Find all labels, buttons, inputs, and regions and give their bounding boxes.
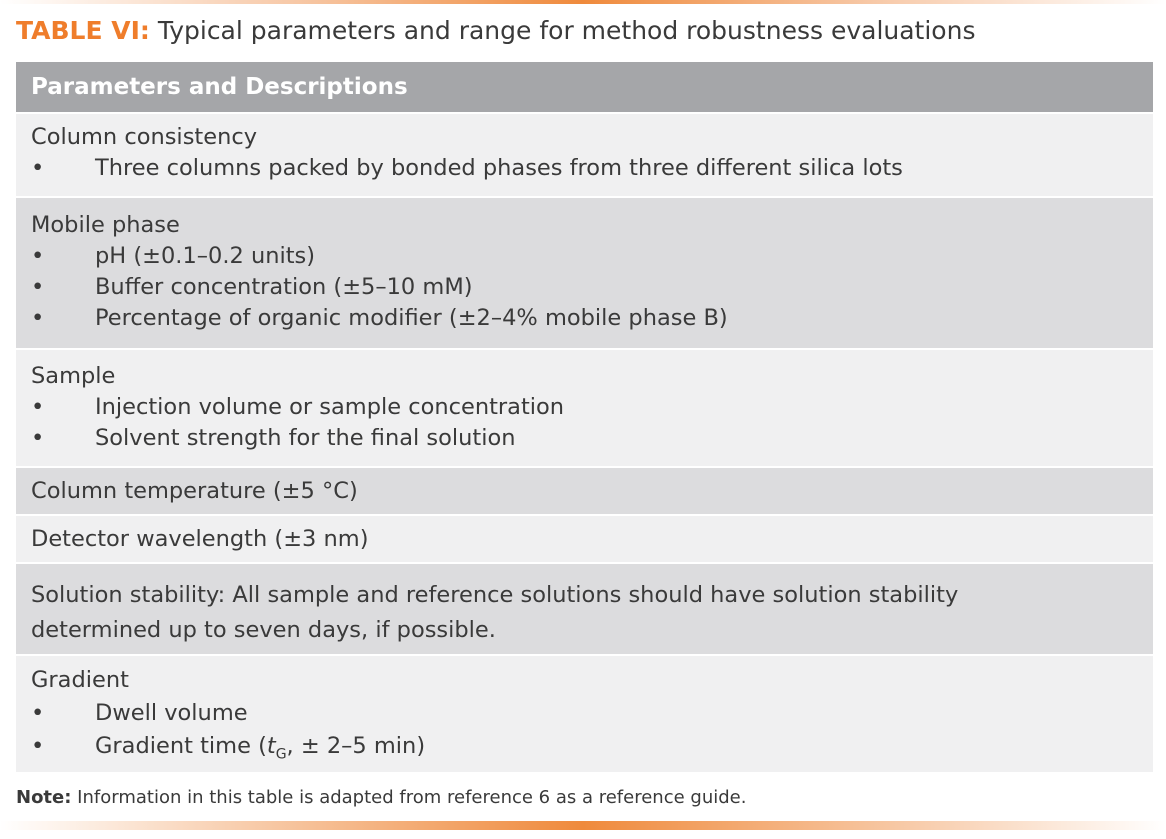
bullet-icon: • <box>31 394 45 420</box>
bullet-text-suffix: , ± 2–5 min) <box>286 733 426 759</box>
table-row-detector-wavelength <box>16 514 1153 562</box>
bullet-text: Percentage of organic modifier (±2–4% mobile phase B) <box>95 305 728 331</box>
table-row-solution-stability <box>16 562 1153 654</box>
bullet-text-prefix: Gradient time ( <box>95 733 267 759</box>
table-row-column-consistency <box>16 112 1153 196</box>
bullet-text: Buffer concentration (±5–10 mM) <box>95 274 473 300</box>
bullet-icon: • <box>31 425 45 451</box>
bullet-icon: • <box>31 243 45 269</box>
bullet-icon: • <box>31 733 45 759</box>
bullet-icon: • <box>31 305 45 331</box>
row-title: Column temperature (±5 °C) <box>31 478 358 504</box>
table-row-sample <box>16 348 1153 466</box>
bullet-icon: • <box>31 274 45 300</box>
bullet-text: Dwell volume <box>95 700 248 726</box>
note-text: Information in this table is adapted from reference 6 as a reference guide. <box>71 787 747 808</box>
bullet-icon: • <box>31 700 45 726</box>
table-row-mobile-phase <box>16 196 1153 348</box>
row-title: Mobile phase <box>31 212 180 238</box>
table-title-label: TABLE VI: <box>16 16 150 45</box>
list-item <box>31 241 1153 272</box>
table-note <box>16 785 1156 811</box>
note-label: Note: <box>16 787 72 808</box>
bullet-text: pH (±0.1–0.2 units) <box>95 243 316 269</box>
bullet-text: Injection volume or sample concentration <box>95 394 565 420</box>
list-item <box>31 423 1153 454</box>
table-title-text: Typical parameters and range for method robustness evaluations <box>157 16 976 45</box>
row-title: Column consistency <box>31 124 258 150</box>
table-header: Parameters and Descriptions <box>16 62 1153 112</box>
list-item <box>31 697 1153 730</box>
row-text-line-1: Solution stability: All sample and reference solutions should have solution stability <box>31 582 959 608</box>
gradient-time-subscript: G <box>275 746 287 763</box>
bullet-icon: • <box>31 155 45 181</box>
parameters-table <box>16 62 1153 772</box>
table-row-gradient <box>16 654 1153 772</box>
top-decorative-rule <box>0 0 1166 4</box>
table-title <box>16 12 1156 50</box>
list-item <box>31 303 1153 334</box>
list-item <box>31 392 1153 423</box>
gradient-time-variable: t <box>266 733 276 759</box>
row-text-line-2: determined up to seven days, if possible. <box>31 617 496 643</box>
list-item <box>31 730 1153 772</box>
bottom-decorative-rule <box>0 821 1166 830</box>
bullet-text: Three columns packed by bonded phases from three different silica lots <box>95 155 903 181</box>
row-title: Sample <box>31 363 116 389</box>
table-row-column-temperature <box>16 466 1153 514</box>
row-title: Detector wavelength (±3 nm) <box>31 526 369 552</box>
list-item <box>31 153 1153 184</box>
bullet-text: Solvent strength for the final solution <box>95 425 516 451</box>
list-item <box>31 272 1153 303</box>
row-title: Gradient <box>31 667 129 693</box>
